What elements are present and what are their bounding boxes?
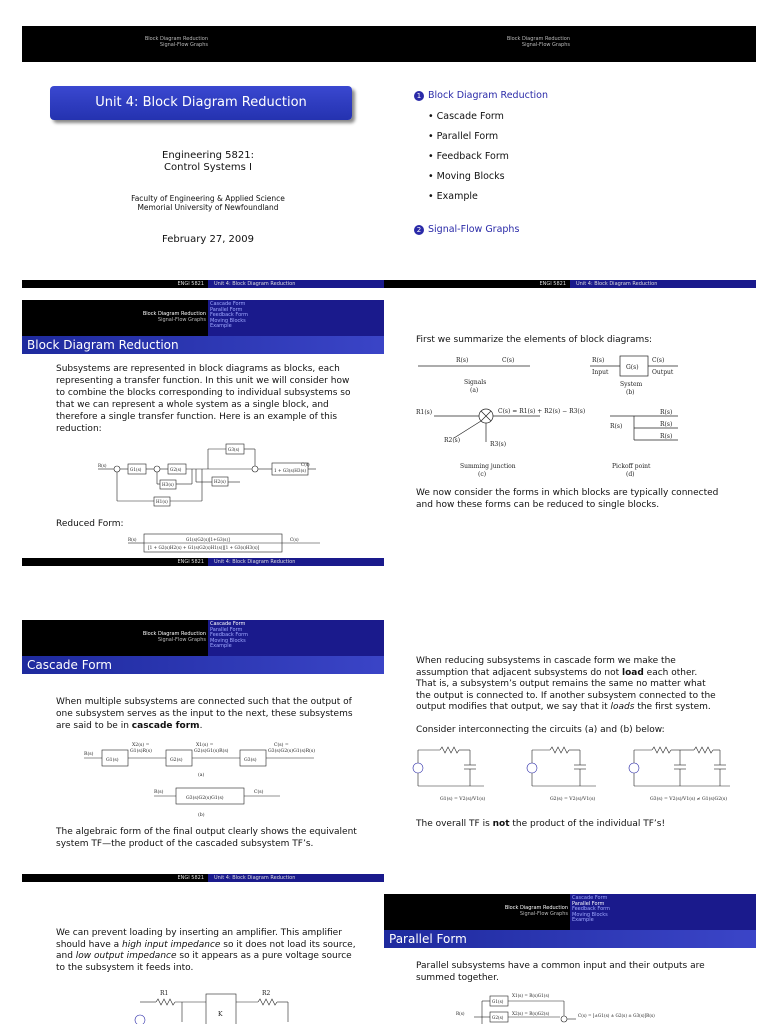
text-run: output modifies that output, we say that it: [416, 702, 611, 713]
diagram-g1-label: G1(s): [130, 467, 142, 472]
outline-section-1[interactable]: [414, 90, 548, 101]
text-line: one subsystem serves as the input to the next, these subsystems: [56, 709, 353, 719]
text-run: .: [199, 721, 203, 731]
footer-course: ENGI 5821: [177, 281, 204, 287]
text-line: The algebraic form of the final output clearly shows the equivalent: [56, 827, 357, 837]
outline-item-label: Cascade Form: [436, 111, 504, 122]
text-line: the output is connected to. If another subsystem connected to the: [416, 690, 716, 701]
cascade-form-term: cascade form: [131, 721, 200, 731]
nav-sub-example[interactable]: Example: [572, 917, 594, 924]
text-line: [416, 668, 716, 680]
cascade-g2: G2(s): [170, 758, 183, 763]
nav-sub-cascade[interactable]: Cascade Form: [572, 895, 608, 901]
text-line: system TF—the product of the cascaded subsystem TF’s.: [56, 839, 314, 849]
nav-sections: [145, 36, 208, 48]
outline-item-cascade[interactable]: • Cascade Form: [428, 111, 504, 122]
nav-sub-parallel[interactable]: Parallel Form: [210, 306, 243, 313]
slide-outline: [384, 26, 756, 288]
frame-title: Parallel Form: [384, 930, 756, 948]
cascade-paragraph: [56, 696, 353, 732]
pickoff-out2: R(s): [660, 421, 673, 428]
text-run: are said to be in: [56, 721, 132, 731]
diagram-h1-label: H1(s): [156, 499, 168, 504]
slide-header: [384, 894, 756, 930]
pickoff-caption: Pickoff point: [612, 463, 651, 470]
system-input-signal: R(s): [592, 357, 605, 364]
slide-header: [22, 300, 394, 336]
cascade-g3: G3(s): [244, 758, 257, 763]
footer-course: ENGI 5821: [539, 281, 566, 287]
system-output-signal: C(s): [652, 357, 665, 364]
diagram-closed-loop-label: 1 + G3(s)H3(s): [274, 468, 306, 473]
pickoff-out3: R(s): [660, 433, 673, 440]
institution-line-1: Faculty of Engineering & Applied Science: [131, 194, 285, 203]
cascade-input: R(s): [84, 752, 94, 757]
pickoff-tag: (d): [626, 471, 635, 478]
elements-outro: [416, 487, 718, 511]
signals-caption: Signals: [464, 379, 487, 386]
outline-item-feedback[interactable]: • Feedback Form: [428, 151, 509, 162]
diagram-g3-label: G3(s): [228, 447, 240, 452]
footer-unit: Unit 4: Block Diagram Reduction: [570, 280, 756, 288]
text-line: and how these forms can be reduced to single blocks.: [416, 500, 660, 510]
amp-r2-label: R2: [262, 990, 271, 997]
footer-unit: Unit 4: Block Diagram Reduction: [208, 874, 394, 882]
nav-sub-moving[interactable]: Moving Blocks: [572, 911, 608, 918]
slide-elements: [384, 300, 756, 566]
nav-section-1[interactable]: Block Diagram Reduction: [142, 631, 206, 637]
nav-subsections: [570, 894, 756, 930]
nav-sub-feedback[interactable]: Feedback Form: [572, 906, 610, 913]
cascade-x1-expr: G2(s)G1(s)R(s): [194, 749, 229, 754]
nav-sub-parallel[interactable]: Parallel Form: [210, 626, 243, 633]
summing-caption: Summing junction: [460, 463, 516, 470]
text-line: reduction:: [56, 424, 102, 434]
elements-intro: First we summarize the elements of block diagrams:: [416, 335, 653, 345]
text-line: Subsystems are represented in block diagrams as blocks, each: [56, 364, 340, 374]
parallel-x1: X1(s) = R(s)G1(s): [512, 993, 550, 998]
outline-item-label: Example: [436, 191, 478, 202]
slide-header: [384, 26, 756, 62]
slide-title: [22, 26, 394, 288]
summing-tag: (c): [478, 471, 487, 478]
text-run: assumption that adjacent subsystems do not: [416, 667, 623, 678]
outline-item-example[interactable]: • Example: [428, 191, 478, 202]
slide-cascade-form: [22, 620, 394, 882]
nav-sub-feedback[interactable]: Feedback Form: [210, 632, 248, 639]
title-box: [50, 86, 352, 120]
nav-sub-example[interactable]: Example: [210, 323, 232, 330]
circuit-diagrams: [404, 738, 734, 814]
nav-sub-parallel[interactable]: Parallel Form: [572, 900, 605, 907]
system-output-label: Output: [652, 369, 674, 376]
text-line: Parallel subsystems have a common input and their outputs are: [416, 961, 705, 971]
cascade-x2-label: X2(s) =: [132, 743, 150, 748]
slide-footer: [22, 874, 394, 882]
nav-sub-cascade[interactable]: Cascade Form: [210, 301, 246, 307]
presentation-date: February 27, 2009: [161, 234, 255, 245]
signal-c-label: C(s): [502, 357, 515, 364]
nav-sub-feedback[interactable]: Feedback Form: [210, 312, 248, 319]
text-line: representing a transfer function. In this unit we will consider how: [56, 376, 350, 386]
diagram-g2-label: G2(s): [170, 467, 182, 472]
slide-loading: [384, 620, 756, 882]
cascade-g1: G1(s): [106, 758, 119, 763]
slide-header: [22, 620, 394, 656]
signal-r-label: R(s): [456, 357, 469, 364]
text-run: so it appears as a pure voltage source: [176, 951, 352, 962]
frame-title: Block Diagram Reduction: [22, 336, 394, 354]
text-line: We now consider the forms in which blocks are typically connected: [416, 488, 719, 498]
system-input-label: Input: [592, 369, 609, 376]
slide-amplifier: [22, 894, 394, 1024]
nav-sections: [143, 631, 206, 643]
text-line: therefore a single transfer function. Here is an example of this: [56, 412, 338, 422]
outline-section-2[interactable]: [414, 224, 519, 235]
outline-item-label: Feedback Form: [436, 151, 509, 162]
diagram-input-label: R(s): [98, 463, 107, 468]
sum-equation: C(s) = R1(s) + R2(s) − R3(s): [498, 408, 586, 415]
parallel-g1: G1(s): [492, 999, 504, 1004]
nav-section-2[interactable]: Signal-Flow Graphs: [159, 42, 208, 48]
loads-term: loads: [610, 702, 635, 713]
outline-item-parallel[interactable]: • Parallel Form: [428, 131, 499, 142]
nav-sub-moving[interactable]: Moving Blocks: [210, 317, 246, 324]
cascade-conclusion: [56, 826, 357, 850]
example-block-diagram: [96, 442, 316, 508]
nav-section-1[interactable]: Block Diagram Reduction: [506, 36, 570, 42]
footer-course: ENGI 5821: [177, 875, 204, 881]
circuits-intro: Consider interconnecting the circuits (a) and (b) below:: [416, 725, 665, 735]
text-line: that we can represent a whole system as a single block, and: [56, 400, 329, 410]
pickoff-input-label: R(s): [610, 423, 623, 430]
nav-section-1[interactable]: Block Diagram Reduction: [504, 905, 568, 911]
outline-section-2-label: Signal-Flow Graphs: [428, 224, 520, 235]
text-line: When multiple subsystems are connected such that the output of: [56, 697, 352, 707]
not-term: not: [492, 819, 510, 829]
text-line: summed together.: [416, 973, 499, 983]
course-line-2: Control Systems I: [164, 162, 252, 173]
parallel-x2: X2(s) = R(s)G2(s): [512, 1011, 550, 1016]
text-run: the product of the individual TF’s!: [509, 819, 666, 829]
nav-section-1[interactable]: Block Diagram Reduction: [142, 311, 206, 317]
slide-footer: [22, 280, 394, 288]
parallel-diagram: [454, 990, 694, 1024]
cascade-x1-label: X1(s) =: [196, 743, 214, 748]
cascade-x2-expr: G1(s)R(s): [130, 749, 152, 754]
reduced-input-label: R(s): [128, 537, 137, 542]
amp-r1-label: R1: [160, 990, 169, 997]
text-line: That is, a subsystem’s output remains the same no matter what: [416, 679, 706, 690]
cascade-reduced-input: R(s): [154, 790, 164, 795]
course-line-1: Engineering 5821:: [162, 150, 254, 161]
text-line: [56, 940, 356, 952]
footer-unit: Unit 4: Block Diagram Reduction: [208, 558, 394, 566]
text-run: each other.: [643, 667, 698, 678]
cascade-tag-a: (a): [198, 773, 205, 778]
nav-sub-moving[interactable]: Moving Blocks: [210, 637, 246, 644]
text-run: so it does not load its source,: [220, 939, 356, 950]
cascade-c-expr: G3(s)G2(s)G1(s)R(s): [268, 749, 316, 754]
outline-item-moving[interactable]: • Moving Blocks: [428, 171, 505, 182]
system-block-label: G(s): [626, 364, 639, 371]
course-info: [22, 150, 394, 174]
text-run: The overall TF is: [416, 819, 493, 829]
nav-subsections: [208, 620, 394, 656]
cascade-tag-b: (b): [198, 813, 205, 818]
slide-footer: [22, 558, 394, 566]
frame-title: Cascade Form: [22, 656, 394, 674]
amplifier-circuit: [112, 986, 312, 1024]
nav-sub-cascade[interactable]: Cascade Form: [210, 621, 246, 627]
text-line: to the subsystem it feeds into.: [56, 962, 194, 973]
footer-unit: Unit 4: Block Diagram Reduction: [208, 280, 394, 288]
reduced-output-label: C(s): [290, 537, 299, 542]
reduced-denominator: [1 + G2(s)H2(s) + G1(s)G2(s)H1(s)][1 + G3(s)H3(s)]: [148, 545, 260, 550]
sum-r3-label: R3(s): [490, 441, 507, 448]
text-run: and: [56, 951, 76, 962]
tf-circuit-c: G3(s) = V2(s)/V1(s) ≠ G1(s)G2(s): [650, 797, 728, 802]
loading-conclusion: [416, 818, 665, 830]
text-run: the first system.: [634, 702, 711, 713]
cascade-diagram: [84, 738, 316, 820]
tf-circuit-a: G1(s) = V2(s)/V1(s): [440, 797, 486, 802]
load-term: load: [622, 667, 644, 678]
parallel-g2: G2(s): [492, 1015, 504, 1020]
low-impedance-term: low output impedance: [75, 951, 177, 962]
tf-circuit-b: G2(s) = V2(s)/V1(s): [550, 797, 596, 802]
pickoff-out1: R(s): [660, 409, 673, 416]
institution: [22, 194, 394, 212]
sum-r2-label: R2(s): [444, 437, 461, 444]
nav-subsections: [208, 300, 394, 336]
footer-course: ENGI 5821: [177, 559, 204, 565]
slide-header: [22, 26, 394, 62]
presentation-title: Unit 4: Block Diagram Reduction: [95, 95, 307, 110]
nav-section-2[interactable]: Signal-Flow Graphs: [157, 317, 206, 323]
section-number-badge: 2: [414, 225, 424, 235]
nav-section-2[interactable]: Signal-Flow Graphs: [521, 42, 570, 48]
reduced-numerator: G1(s)G2(s)[1+G3(s)]: [186, 537, 230, 542]
nav-sections: [505, 905, 568, 917]
nav-sub-example[interactable]: Example: [210, 643, 232, 650]
nav-sections: [507, 36, 570, 48]
system-caption: System: [620, 381, 643, 388]
parallel-output-eq: C(s) = [±G1(s) ± G2(s) ± G3(s)]R(s): [578, 1013, 655, 1018]
outline-item-label: Parallel Form: [436, 131, 499, 142]
nav-section-2[interactable]: Signal-Flow Graphs: [157, 637, 206, 643]
text-line: [56, 720, 353, 732]
outline-item-label: Moving Blocks: [436, 171, 505, 182]
reduced-block-diagram: [126, 532, 322, 554]
elements-diagram: [414, 350, 714, 484]
nav-section-2[interactable]: Signal-Flow Graphs: [519, 911, 568, 917]
parallel-paragraph: [416, 960, 705, 984]
text-line: to combine the blocks corresponding to individual subsystems so: [56, 388, 351, 398]
intro-paragraph: [56, 363, 350, 435]
nav-sections: [143, 311, 206, 323]
slide-block-diagram-reduction: [22, 300, 394, 566]
nav-section-1[interactable]: Block Diagram Reduction: [144, 36, 208, 42]
signals-tag: (a): [470, 387, 479, 394]
system-tag: (b): [626, 389, 635, 396]
text-line: [56, 951, 356, 963]
parallel-input: R(s): [456, 1011, 465, 1016]
diagram-output-label: C(s): [301, 462, 310, 467]
sum-r1-label: R1(s): [416, 409, 433, 416]
section-number-badge: 1: [414, 91, 424, 101]
amp-gain-label: K: [218, 1011, 223, 1018]
text-run: should have a: [56, 939, 122, 950]
loading-paragraph: [416, 656, 716, 714]
institution-line-2: Memorial University of Newfoundland: [137, 203, 279, 212]
diagram-h2-label: H2(s): [214, 479, 226, 484]
outline-section-1-label: Block Diagram Reduction: [428, 90, 549, 101]
text-line: When reducing subsystems in cascade form we make the: [416, 656, 676, 666]
diagram-h3-label: H3(s): [162, 482, 174, 487]
slide-footer: [384, 280, 756, 288]
cascade-reduced-output: C(s): [254, 790, 264, 795]
high-impedance-term: high input impedance: [122, 939, 221, 950]
cascade-product: G3(s)G2(s)G1(s): [186, 796, 224, 801]
cascade-c-label: C(s) =: [274, 743, 289, 748]
amplifier-paragraph: [56, 928, 356, 974]
text-line: [416, 702, 716, 714]
reduced-form-label: Reduced Form:: [56, 519, 124, 529]
text-line: We can prevent loading by inserting an amplifier. This amplifier: [56, 928, 342, 938]
slide-parallel-form: [384, 894, 756, 1024]
